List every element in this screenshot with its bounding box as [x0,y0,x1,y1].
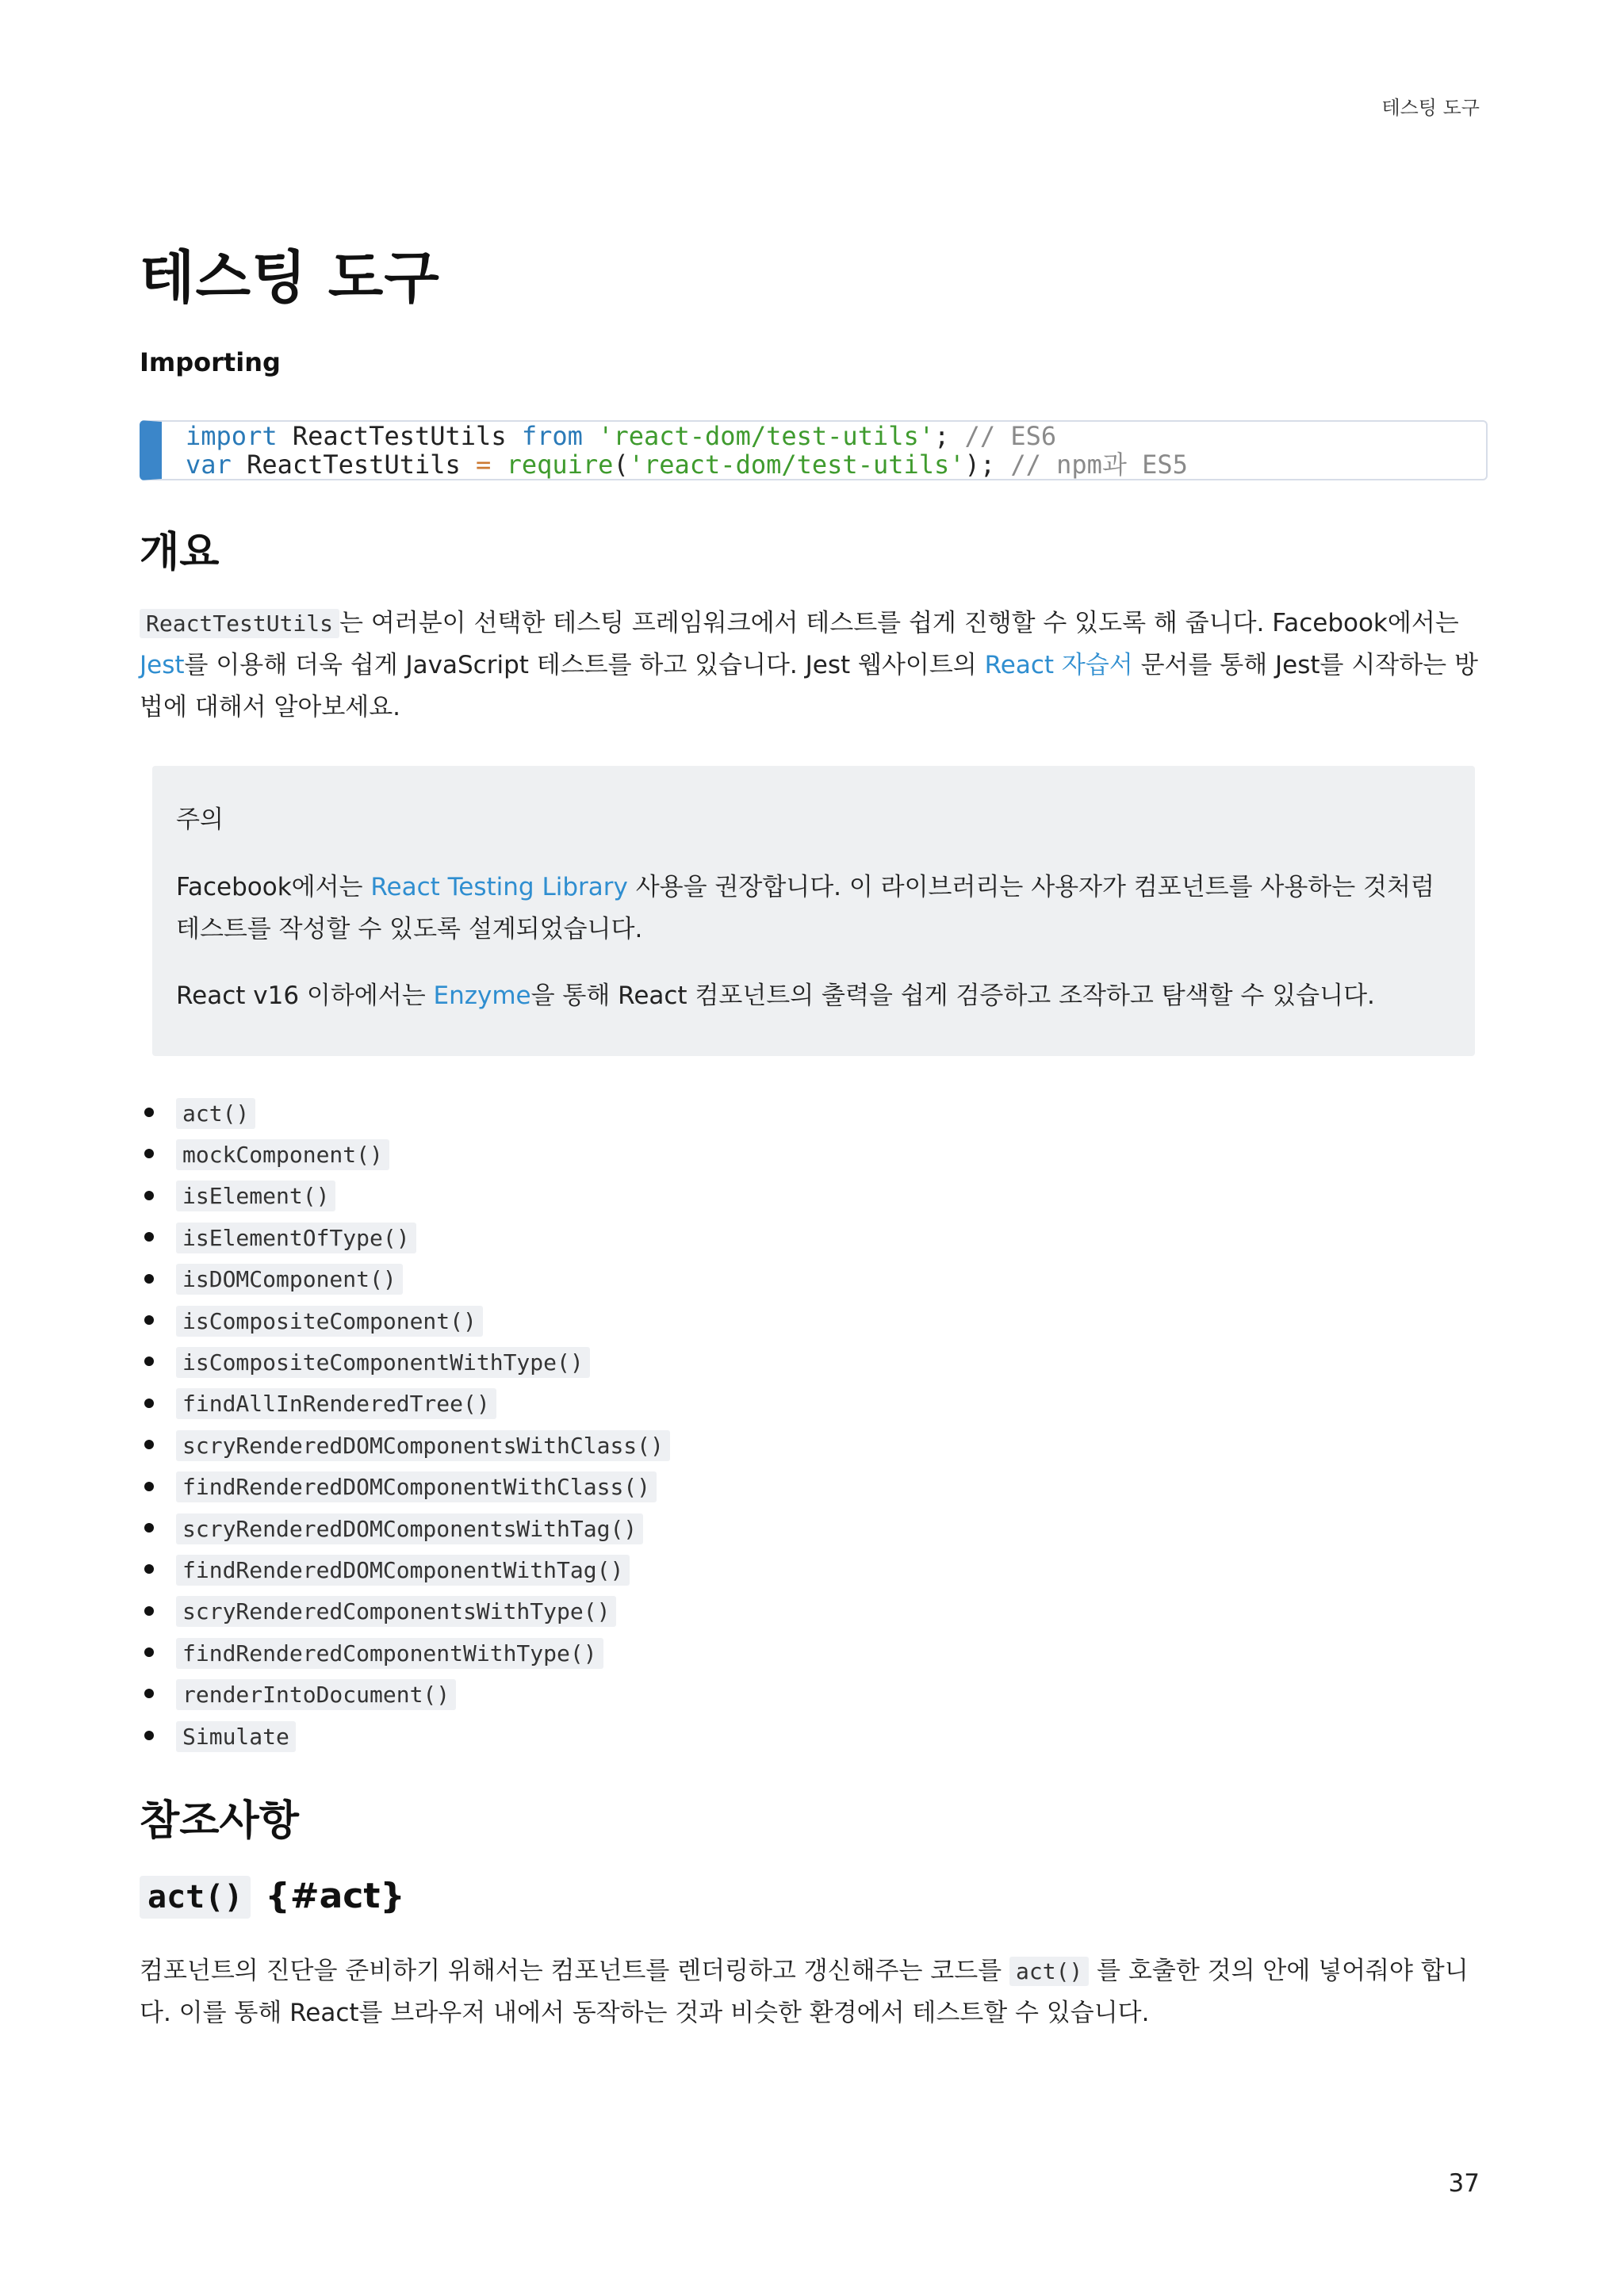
overview-paragraph [140,603,1488,729]
list-item [140,1508,670,1549]
list-item [140,1383,670,1425]
api-link-Simulate[interactable]: Simulate [176,1721,296,1752]
bullet [144,1274,154,1284]
text-span: 를 호출한 것의 안에 넣어줘야 합니다. 이를 통해 React를 브라우저 내에서 동작하는 것과 비슷한 환경에서 테스트할 수 있습니다. [140,1957,1469,2027]
code-punct: ); [964,450,1011,480]
code-identifier: ReactTestUtils [277,421,522,451]
page-number: 37 [1448,2169,1480,2198]
code-string: 'react-dom/test-utils' [628,450,965,480]
list-item [140,1591,670,1632]
bullet [144,1523,154,1533]
note-paragraph-2 [176,975,1453,1017]
code-line-1 [186,422,1486,450]
code-space [583,421,598,451]
bullet [144,1564,154,1574]
list-item [140,1134,670,1175]
list-item [140,1093,670,1134]
act-heading-code: act() [140,1876,251,1919]
text-span: React v16 이하에서는 [176,982,434,1010]
text-span: 사용을 권장합니다. 이 라이브러리는 사용자가 컴포넌트를 사용하는 것처럼 테스트를 작성할 수 있도록 설계되었습니다. [176,873,1434,943]
list-item [140,1259,670,1300]
overview-heading: 개요 [140,529,220,576]
api-link-act[interactable]: act() [176,1098,255,1129]
reference-heading: 참조사항 [140,1797,299,1845]
bullet [144,1731,154,1740]
react-testing-library-link[interactable]: React Testing Library [370,873,628,901]
bullet [144,1647,154,1657]
list-item [140,1549,670,1590]
bullet [144,1482,154,1491]
api-link-scryRenderedDOMComponentsWithTag[interactable]: scryRenderedDOMComponentsWithTag() [176,1513,643,1544]
api-link-findAllInRenderedTree[interactable]: findAllInRenderedTree() [176,1388,496,1419]
note-paragraph-1 [176,867,1453,951]
bullet [144,1315,154,1325]
import-code-block [140,420,1488,480]
act-paragraph [140,1950,1488,2034]
bullet [144,1191,154,1200]
api-link-scryRenderedComponentsWithType[interactable]: scryRenderedComponentsWithType() [176,1596,616,1627]
list-item [140,1341,670,1383]
page-title: 테스팅 도구 [140,244,440,311]
bullet [144,1357,154,1366]
api-link-findRenderedComponentWithType[interactable]: findRenderedComponentWithType() [176,1638,603,1669]
react-tutorial-link[interactable]: React 자습서 [984,651,1133,679]
text-span: 문서를 통해 Jest를 시작하는 방법에 대해서 알아보세요. [140,651,1478,721]
code-identifier: ReactTestUtils [231,450,477,480]
list-item [140,1674,670,1715]
api-link-isDOMComponent[interactable]: isDOMComponent() [176,1264,403,1295]
bullet [144,1606,154,1616]
code-keyword: var [186,450,232,480]
jest-link[interactable]: Jest [140,651,185,679]
code-function: require [506,450,614,480]
list-item [140,1716,670,1757]
bullet [144,1399,154,1408]
text-span: Facebook에서는 [176,873,371,901]
api-list [140,1093,670,1757]
enzyme-link[interactable]: Enzyme [433,982,531,1010]
running-header: 테스팅 도구 [1381,97,1480,119]
api-link-isElement[interactable]: isElement() [176,1181,335,1211]
api-link-mockComponent[interactable]: mockComponent() [176,1139,389,1170]
act-heading [140,1876,405,1916]
code-punct: ; [934,421,965,451]
list-item [140,1467,670,1508]
api-link-isElementOfType[interactable]: isElementOfType() [176,1223,416,1253]
importing-heading: Importing [140,347,281,377]
api-link-findRenderedDOMComponentWithTag[interactable]: findRenderedDOMComponentWithTag() [176,1555,630,1586]
code-line-2 [186,450,1486,479]
list-item [140,1217,670,1258]
list-item [140,1425,670,1466]
code-space [491,450,506,480]
api-link-renderIntoDocument[interactable]: renderIntoDocument() [176,1679,456,1710]
api-link-isCompositeComponent[interactable]: isCompositeComponent() [176,1306,483,1337]
code-keyword: import [186,421,278,451]
bullet [144,1689,154,1698]
inline-code: ReactTestUtils [140,609,339,638]
bullet [144,1108,154,1117]
text-span: 는 여러분이 선택한 테스팅 프레임워크에서 테스트를 쉽게 진행할 수 있도록 해 줍니다. Facebook에서는 [339,609,1459,637]
list-item [140,1176,670,1217]
text-span: 를 이용해 더욱 쉽게 JavaScript 테스트를 하고 있습니다. Jest 웹사이트의 [184,651,985,679]
list-item [140,1632,670,1674]
inline-code: act() [1009,1957,1089,1986]
api-link-isCompositeComponentWithType[interactable]: isCompositeComponentWithType() [176,1347,590,1378]
note-title: 주의 [176,806,224,834]
code-operator: = [476,450,492,480]
bullet [144,1440,154,1449]
text-span: 컴포넌트의 진단을 준비하기 위해서는 컴포넌트를 렌더링하고 갱신해주는 코드를 [140,1957,1009,1985]
code-punct: ( [613,450,629,480]
list-item [140,1300,670,1341]
bullet [144,1149,154,1158]
code-comment: // npm과 ES5 [1010,450,1188,480]
code-string: 'react-dom/test-utils' [598,421,935,451]
code-comment: // ES6 [964,421,1057,451]
api-link-findRenderedDOMComponentWithClass[interactable]: findRenderedDOMComponentWithClass() [176,1471,657,1502]
act-heading-anchor: {#act} [265,1876,405,1916]
code-keyword: from [521,421,583,451]
api-link-scryRenderedDOMComponentsWithClass[interactable]: scryRenderedDOMComponentsWithClass() [176,1430,670,1461]
text-span: 을 통해 React 컴포넌트의 출력을 쉽게 검증하고 조작하고 탐색할 수 있습니다. [530,982,1375,1010]
bullet [144,1232,154,1242]
